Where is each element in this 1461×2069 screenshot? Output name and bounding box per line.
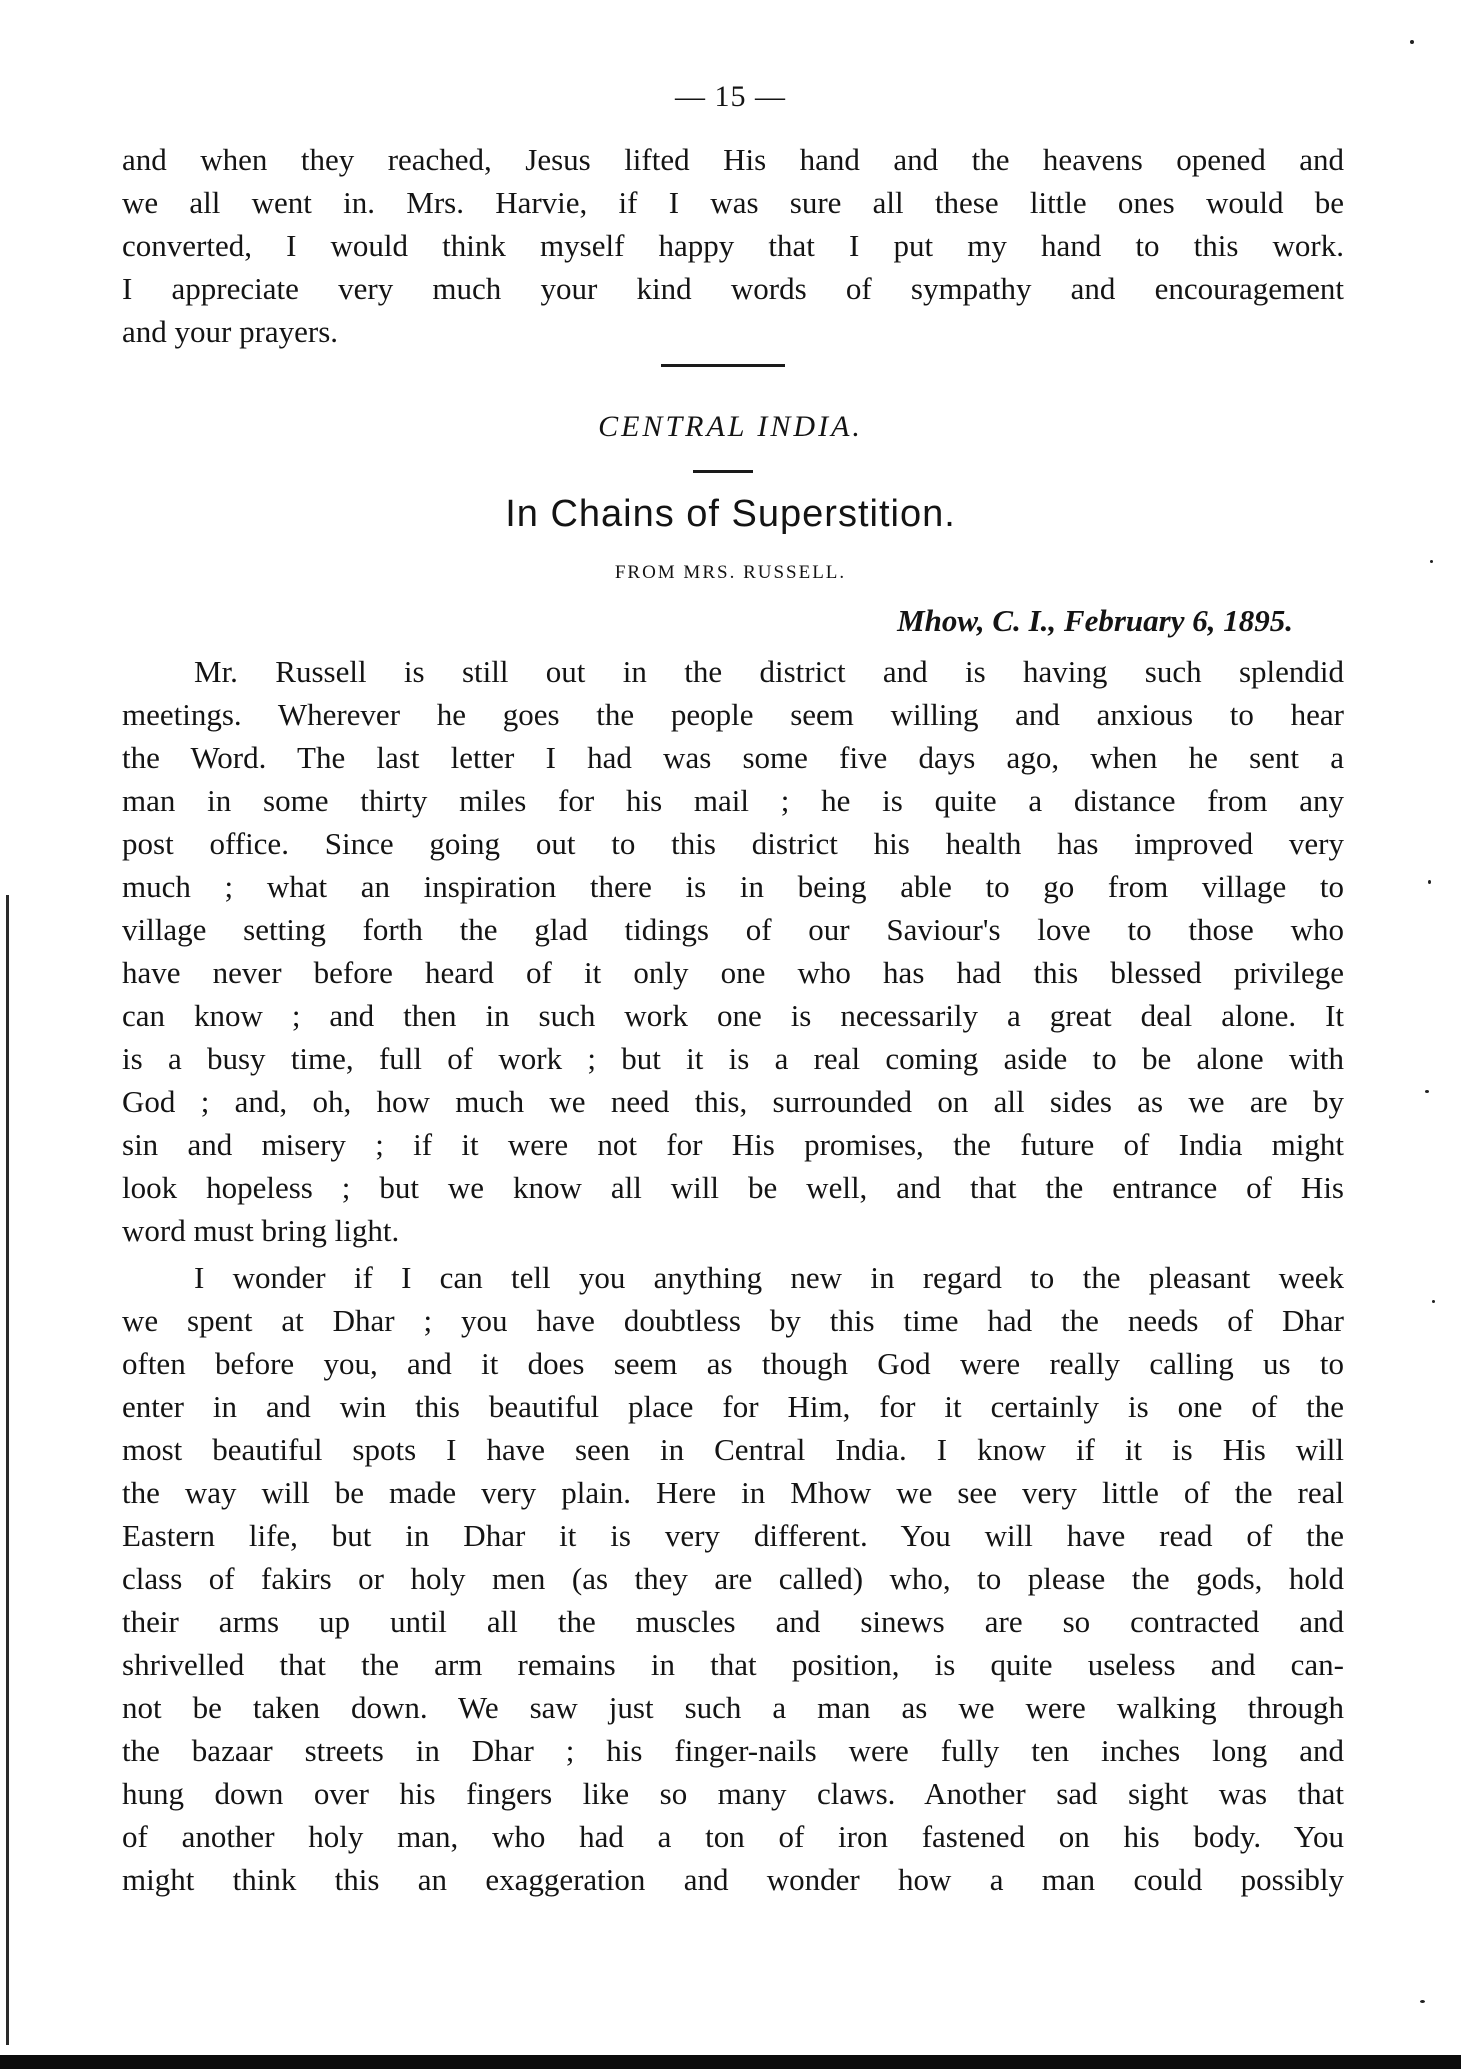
text-line: have never before heard of it only one who has had this blessed privilege bbox=[122, 955, 1344, 990]
scan-speck bbox=[1428, 880, 1431, 884]
text-line: I appreciate very much your kind words of sympathy and encouragement bbox=[122, 271, 1344, 306]
text-line: God ; and, oh, how much we need this, surrounded on all sides as we are by bbox=[122, 1084, 1344, 1119]
text-line: the Word. The last letter I had was some five days ago, when he sent a bbox=[122, 740, 1344, 775]
byline: FROM MRS. RUSSELL. bbox=[614, 562, 847, 583]
text-line: word must bring light. bbox=[122, 1213, 400, 1248]
text-line: most beautiful spots I have seen in Central India. I know if it is His will bbox=[122, 1432, 1344, 1467]
text-line: meetings. Wherever he goes the people seem willing and anxious to hear bbox=[122, 697, 1344, 732]
scan-speck bbox=[1420, 2000, 1425, 2003]
body-paragraph-2 bbox=[122, 1256, 1344, 1901]
text-line: Mr. Russell is still out in the district and is having such splendid bbox=[194, 654, 1344, 689]
text-line: of another holy man, who had a ton of iron fastened on his body. You bbox=[122, 1819, 1344, 1854]
text-line: converted, I would think myself happy that I put my hand to this work. bbox=[122, 228, 1344, 263]
dateline bbox=[897, 603, 1293, 639]
scan-speck bbox=[1425, 1090, 1429, 1093]
section-heading: CENTRAL INDIA. bbox=[598, 410, 863, 443]
text-line: we all went in. Mrs. Harvie, if I was sure all these little ones would be bbox=[122, 185, 1344, 220]
text-line: much ; what an inspiration there is in being able to go from village to bbox=[122, 869, 1344, 904]
text-line: and when they reached, Jesus lifted His hand and the heavens opened and bbox=[122, 142, 1344, 177]
text-line: enter in and win this beautiful place for Him, for it certainly is one of the bbox=[122, 1389, 1344, 1424]
text-line: the bazaar streets in Dhar ; his finger-nails were fully ten inches long and bbox=[122, 1733, 1344, 1768]
scan-speck bbox=[1430, 560, 1433, 563]
text-line: not be taken down. We saw just such a man as we were walking through bbox=[122, 1690, 1344, 1725]
page-number: — 15 — bbox=[675, 80, 786, 113]
scan-margin-line bbox=[6, 895, 9, 2045]
text-line: might think this an exaggeration and wonder how a man could possibly bbox=[122, 1862, 1344, 1897]
text-line: village setting forth the glad tidings of our Saviour's love to those who bbox=[122, 912, 1344, 947]
text-line: I wonder if I can tell you anything new in regard to the pleasant week bbox=[194, 1260, 1344, 1295]
intro-paragraph bbox=[122, 138, 1344, 353]
text-line: can know ; and then in such work one is necessarily a great deal alone. It bbox=[122, 998, 1344, 1033]
text-line: class of fakirs or holy men (as they are called) who, to please the gods, hold bbox=[122, 1561, 1344, 1596]
title-divider bbox=[693, 470, 753, 473]
body-paragraph-1 bbox=[122, 650, 1344, 1252]
text-line: Eastern life, but in Dhar it is very different. You will have read of the bbox=[122, 1518, 1344, 1553]
text-line: shrivelled that the arm remains in that position, is quite useless and can- bbox=[122, 1647, 1344, 1682]
text-line: sin and misery ; if it were not for His promises, the future of India might bbox=[122, 1127, 1344, 1162]
text-line: often before you, and it does seem as though God were really calling us to bbox=[122, 1346, 1344, 1381]
text-line: and your prayers. bbox=[122, 314, 339, 349]
text-line: look hopeless ; but we know all will be well, and that the entrance of His bbox=[122, 1170, 1344, 1205]
text-line: is a busy time, full of work ; but it is a real coming aside to be alone with bbox=[122, 1041, 1344, 1076]
text-line: we spent at Dhar ; you have doubtless by this time had the needs of Dhar bbox=[122, 1303, 1344, 1338]
section-divider bbox=[661, 364, 785, 367]
dateline-place: Mhow, C. I., bbox=[897, 603, 1057, 638]
dateline-date: February 6, 1895. bbox=[1063, 603, 1293, 638]
scan-speck bbox=[1410, 40, 1414, 44]
text-line: man in some thirty miles for his mail ; he is quite a distance from any bbox=[122, 783, 1344, 818]
text-line: their arms up until all the muscles and sinews are so contracted and bbox=[122, 1604, 1344, 1639]
article-title: In Chains of Superstition. bbox=[505, 493, 956, 535]
text-line: hung down over his fingers like so many claws. Another sad sight was that bbox=[122, 1776, 1344, 1811]
scan-speck bbox=[1432, 1300, 1435, 1303]
text-line: the way will be made very plain. Here in Mhow we see very little of the real bbox=[122, 1475, 1344, 1510]
scan-bottom-edge bbox=[0, 2055, 1461, 2069]
text-line: post office. Since going out to this district his health has improved very bbox=[122, 826, 1344, 861]
